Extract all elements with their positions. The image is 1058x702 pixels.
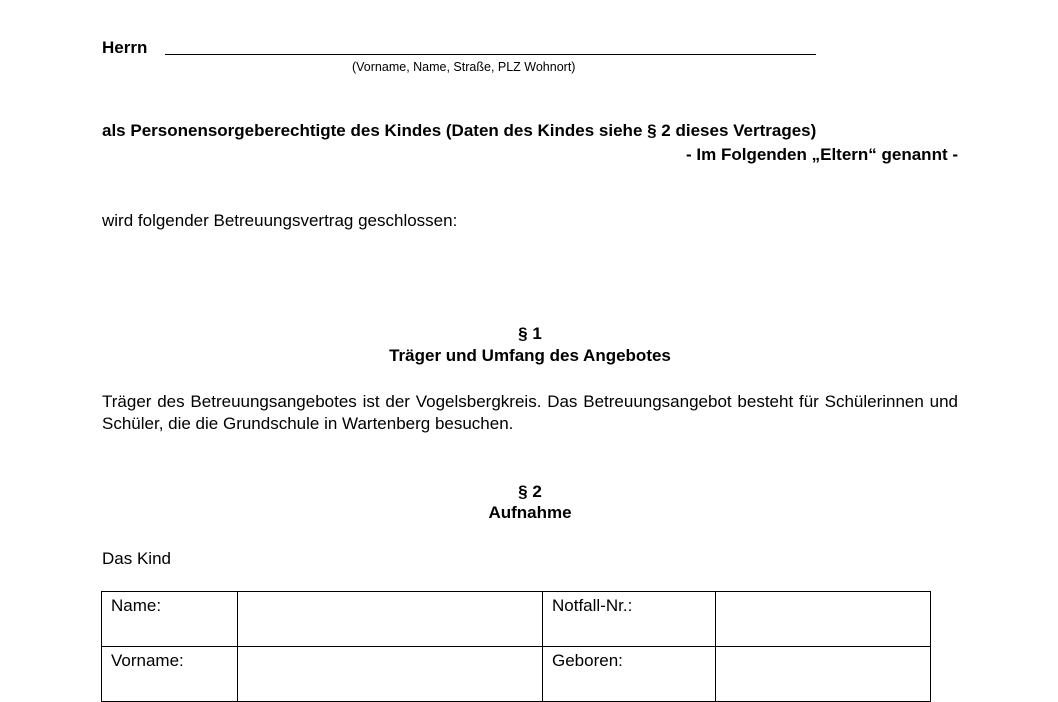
address-caption: (Vorname, Name, Straße, PLZ Wohnort) (352, 60, 576, 74)
emergency-number-label: Notfall-Nr.: (543, 592, 716, 647)
table-row (102, 647, 931, 702)
section-1-title: Träger und Umfang des Angebotes (389, 346, 671, 365)
address-input-line[interactable] (165, 54, 816, 55)
child-intro: Das Kind (102, 549, 171, 568)
section-1-number: § 1 (518, 324, 542, 343)
section-1-paragraph: Träger des Betreuungsangebotes ist der Vogelsbergkreis. Das Betreuungsangebot besteht für Schülerinnen und Schüler, die die Grundschule in Wartenberg besuchen. (102, 392, 958, 433)
first-name-field[interactable] (238, 647, 543, 702)
birth-date-field[interactable] (716, 647, 931, 702)
contract-intro: wird folgender Betreuungsvertrag geschlossen: (102, 211, 458, 230)
guardian-statement: als Personensorgeberechtigte des Kindes (Daten des Kindes siehe § 2 dieses Vertrages) (102, 121, 817, 140)
emergency-number-field[interactable] (716, 592, 931, 647)
section-2-title: Aufnahme (488, 503, 572, 522)
section-2-number: § 2 (518, 482, 542, 501)
parents-designation: - Im Folgenden „Eltern“ genannt - (686, 145, 958, 164)
salutation-label: Herrn (102, 38, 148, 57)
child-data-table (101, 591, 931, 702)
name-label: Name: (102, 592, 238, 647)
birth-date-label: Geboren: (543, 647, 716, 702)
first-name-label: Vorname: (102, 647, 238, 702)
section-1-body (102, 391, 958, 435)
table-row (102, 592, 931, 647)
name-field[interactable] (238, 592, 543, 647)
